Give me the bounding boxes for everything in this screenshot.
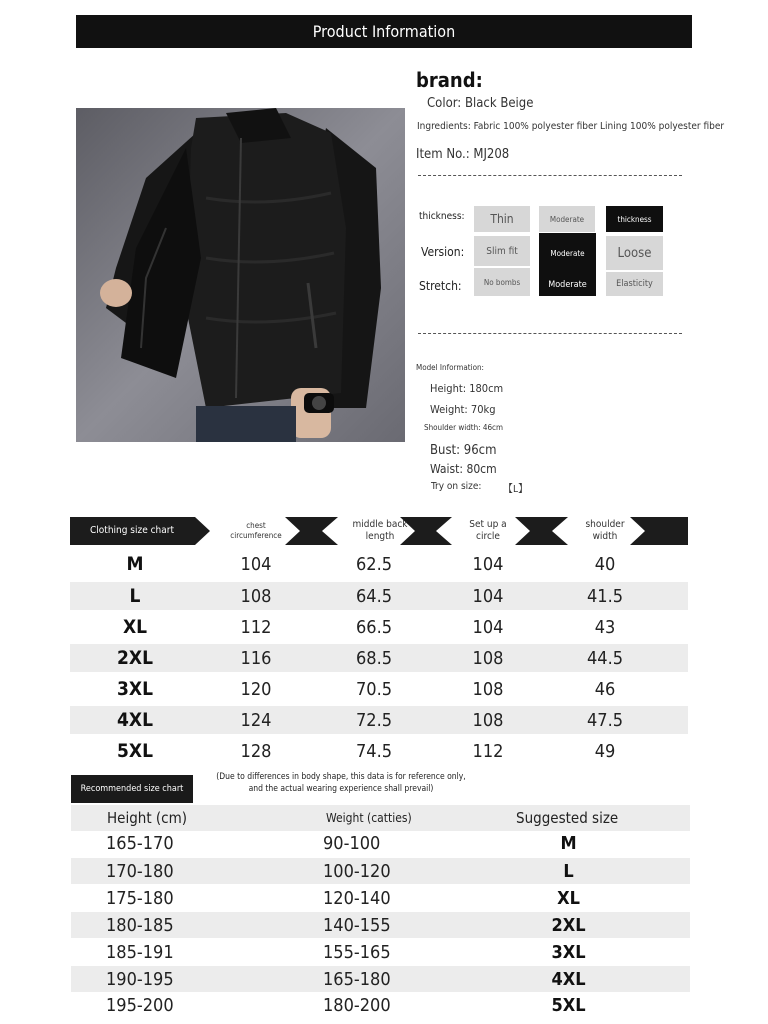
size-row-4xl [70,706,688,734]
color-text: Color: Black Beige [427,96,534,111]
height-value: 180-185 [106,914,174,936]
back-value: 64.5 [355,585,393,607]
recommended-row [71,992,690,1018]
header-back-length: middle back length [352,518,408,542]
model-info-title: Model Information: [416,363,484,372]
size-row-2xl [70,644,688,672]
height-value: 165-170 [106,832,174,854]
recommended-row [71,858,690,884]
suggested-size: 2XL [551,914,586,936]
chest-value: 124 [240,709,272,731]
circle-value: 104 [472,553,504,575]
stretch-option-moderate-selected: Moderate [539,273,596,296]
header-suggested: Suggested size [516,809,619,827]
divider-bottom [418,333,682,334]
size-chart-title: Clothing size chart [90,524,174,536]
weight-value: 100-120 [323,860,391,882]
version-option-loose: Loose [606,236,663,270]
stretch-option-none: No bombs [474,268,530,296]
suggested-size: M [560,832,577,854]
height-value: 190-195 [106,968,174,990]
circle-value: 108 [472,647,504,669]
header-circle: Set up a circle [469,518,507,542]
size-row-3xl [70,675,688,703]
height-value: 170-180 [106,860,174,882]
model-shoulder: Shoulder width: 46cm [424,423,504,432]
version-option-slim: Slim fit [474,236,530,266]
recommended-row [71,912,690,938]
size-row-5xl [70,737,688,765]
back-value: 66.5 [355,616,393,638]
page-title: Product Information [312,22,456,41]
circle-value: 104 [472,585,504,607]
weight-value: 180-200 [323,994,391,1016]
header-chest: chest circumference [230,521,282,540]
suggested-size: 4XL [551,968,586,990]
suggested-size: 3XL [551,941,586,963]
header-shoulder: shoulder width [585,518,625,542]
shoulder-value: 43 [594,616,616,638]
back-value: 62.5 [355,553,393,575]
model-waist: Waist: 80cm [430,462,497,476]
shoulder-value: 40 [594,553,616,575]
recommended-chart-title: Recommended size chart [71,775,193,803]
model-try-label: Try on size: [431,481,482,492]
recommended-header-row [71,805,690,831]
ingredients-text: Ingredients: Fabric 100% polyester fiber Lining 100% polyester fiber [417,121,725,132]
page-header-bar [76,15,692,48]
recommended-row [71,939,690,965]
size-label: L [129,585,141,607]
size-row-m [70,550,688,578]
chest-value: 116 [240,647,272,669]
recommended-row [71,885,690,911]
size-label: 4XL [117,709,153,731]
size-chart-header [70,517,688,545]
size-label: 5XL [117,740,153,762]
thickness-option-moderate: Moderate [539,206,595,232]
weight-value: 120-140 [323,887,391,909]
recommended-row [71,830,690,856]
shoulder-value: 49 [594,740,616,762]
back-value: 72.5 [355,709,393,731]
stretch-label: Stretch: [419,279,462,293]
back-value: 70.5 [355,678,393,700]
size-label: M [126,553,144,575]
size-row-xl [70,613,688,641]
chest-value: 120 [240,678,272,700]
thickness-option-thin: Thin [474,206,530,232]
size-label: 3XL [117,678,153,700]
chest-value: 104 [240,553,272,575]
model-bust: Bust: 96cm [430,443,497,458]
circle-value: 112 [472,740,504,762]
size-label: 2XL [117,647,153,669]
recommended-chart-note: (Due to differences in body shape, this data is for reference only, and the actual wearing experience shall prevail) [216,772,466,794]
weight-value: 90-100 [323,832,381,854]
model-wearing-vest-illustration [76,108,405,442]
thickness-option-thick-selected: thickness [606,206,663,232]
circle-value: 108 [472,709,504,731]
header-weight: Weight (catties) [326,811,412,825]
item-number-text: Item No.: MJ208 [416,147,510,162]
version-label: Version: [421,245,465,259]
recommended-row [71,966,690,992]
version-option-moderate-selected: Moderate [539,233,596,273]
model-height: Height: 180cm [430,382,504,395]
product-photo [76,108,405,442]
circle-value: 104 [472,616,504,638]
circle-value: 108 [472,678,504,700]
brand-label: brand: [416,68,483,92]
divider-top [418,175,682,176]
weight-value: 165-180 [323,968,391,990]
shoulder-value: 41.5 [586,585,624,607]
size-row-l [70,582,688,610]
model-weight: Weight: 70kg [430,403,496,416]
thickness-label: thickness: [419,211,465,222]
shoulder-value: 47.5 [586,709,624,731]
chest-value: 128 [240,740,272,762]
height-value: 195-200 [106,994,174,1016]
back-value: 74.5 [355,740,393,762]
suggested-size: 5XL [551,994,586,1016]
chest-value: 108 [240,585,272,607]
stretch-option-elasticity: Elasticity [606,272,663,296]
suggested-size: XL [557,887,580,909]
suggested-size: L [563,860,574,882]
header-height: Height (cm) [107,809,188,827]
shoulder-value: 44.5 [586,647,624,669]
height-value: 175-180 [106,887,174,909]
chest-value: 112 [240,616,272,638]
weight-value: 140-155 [323,914,391,936]
size-label: XL [122,616,148,638]
back-value: 68.5 [355,647,393,669]
weight-value: 155-165 [323,941,391,963]
height-value: 185-191 [106,941,174,963]
model-try-value: 【L】 [503,484,529,495]
shoulder-value: 46 [594,678,616,700]
